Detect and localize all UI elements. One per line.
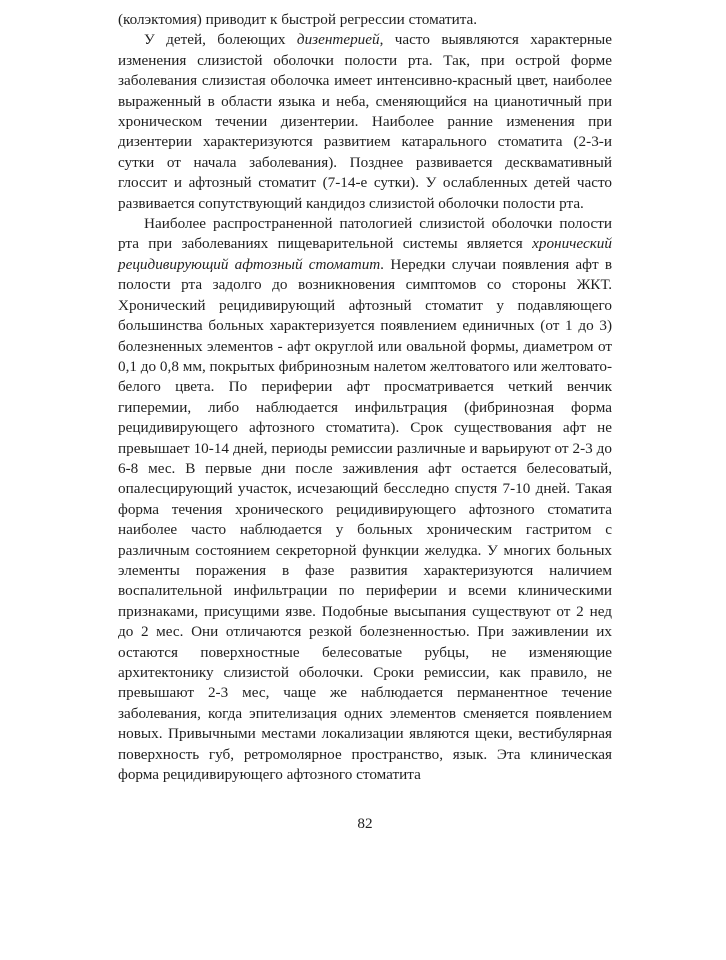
paragraph bbox=[118, 30, 612, 214]
italic-term: хронический рецидивирующий афтозный стоматит. bbox=[118, 235, 612, 273]
text-run: (колэктомия) приводит к быстрой регрессии стоматита. bbox=[118, 11, 478, 28]
paragraph bbox=[118, 10, 612, 30]
page-body bbox=[118, 10, 612, 785]
page-number: 82 bbox=[357, 815, 373, 832]
italic-term: дизентерией bbox=[296, 31, 380, 49]
text-run: Наиболее распространенной патологией слизистой оболочки полости рта при заболеваниях пищеварительной системы является bbox=[118, 215, 612, 253]
text-run: Нередки случаи появления афт в полости рта задолго до возникновения симптомов со стороны ЖКТ. Хронический рецидивирующий афтозный стоматит у подавляющего большинства больных характеризуется появлением единичных (от 1 до 3) болезненных элементов - афт округлой или овальной формы, диаметром от 0,1 до 0,8 мм, покрытых фибринозным налетом желтоватого или желтовато-белого цвета. По периферии афт просматривается четкий венчик гиперемии, либо наблюдается инфильтрация (фибринозная форма рецидивирующего афтозного стоматита). Срок существования афт не превышает 10-14 дней, периоды ремиссии различные и варьируют от 2-3 до 6-8 мес. В первые дни после заживления афт остается белесоватый, опалесцирующий участок, исчезающий бесследно спустя 7-10 дней. Такая форма течения хронического рецидивирующего афтозного стоматита наиболее часто наблюдается у больных хроническим гастритом с различным состоянием секреторной функции желудка. У многих больных элементы поражения в фазе развития характеризуются наличием воспалительной инфильтрации по периферии и всеми клиническими признаками, присущими язве. Подобные высыпания существуют от 2 нед до 2 мес. Они отличаются резкой болезненностью. При заживлении их остаются поверхностные белесоватые рубцы, не изменяющие архитектонику слизистой оболочки. Сроки ремиссии, как правило, не превышают 2-3 мес, чаще же наблюдается перманентное течение заболевания, когда эпителизация одних элементов сменяется появлением новых. Привычными местами локализации являются щеки, вестибулярная поверхность губ, ретромолярное пространство, язык. Эта клиническая форма рецидивирующего афтозного стоматита bbox=[118, 255, 612, 784]
paragraph bbox=[118, 214, 612, 785]
text-run: У детей, болеющих bbox=[144, 31, 297, 49]
text-run: , часто выявляются характерные изменения слизистой оболочки полости рта. Так, при острой форме заболевания слизистая оболочка имеет интенсивно-красный цвет, наиболее выраженный в области языка и неба, сменяющийся на цианотичный при хроническом течении дизентерии. Наиболее ранние изменения при дизентерии характеризуются развитием катарального стоматита (2-3-и сутки от начала заболевания). Позднее развивается десквамативный глоссит и афтозный стоматит (7-14-е сутки). У ослабленных детей часто развивается сопутствующий кандидоз слизистой оболочки полости рта. bbox=[118, 31, 612, 212]
